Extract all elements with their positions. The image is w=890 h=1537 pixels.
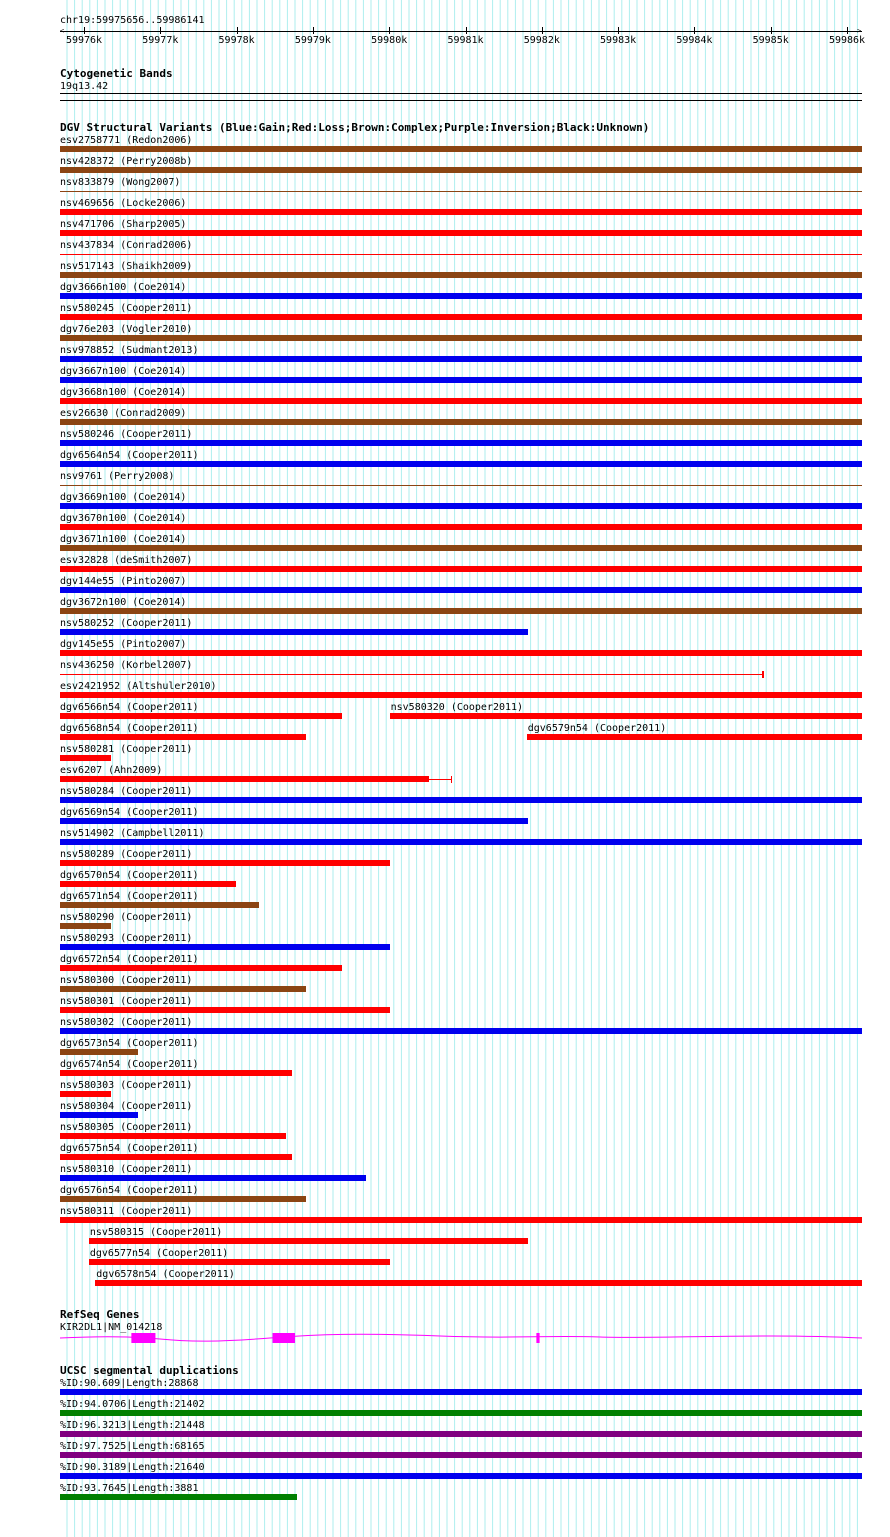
variant-label[interactable]: dgv6574n54 (Cooper2011) xyxy=(60,1059,199,1070)
variant-label[interactable]: dgv6564n54 (Cooper2011) xyxy=(60,450,199,461)
variant-label[interactable]: nsv9761 (Perry2008) xyxy=(60,471,175,482)
variant-label[interactable]: dgv6578n54 (Cooper2011) xyxy=(96,1269,235,1280)
ruler-tick xyxy=(466,27,467,34)
variant-label[interactable]: nsv469656 (Locke2006) xyxy=(60,198,187,209)
variant-label[interactable]: esv6207 (Ahn2009) xyxy=(60,765,163,776)
gene-exon xyxy=(273,1333,295,1343)
segdup-bar[interactable] xyxy=(60,1452,862,1458)
variant-label[interactable]: nsv580305 (Cooper2011) xyxy=(60,1122,193,1133)
variant-label[interactable]: dgv3671n100 (Coe2014) xyxy=(60,534,187,545)
ruler-tick xyxy=(694,27,695,34)
variant-bar[interactable] xyxy=(60,944,390,950)
variant-label[interactable]: esv2758771 (Redon2006) xyxy=(60,135,193,146)
variant-bar[interactable] xyxy=(60,377,862,383)
variant-label[interactable]: esv26630 (Conrad2009) xyxy=(60,408,187,419)
cytoband-label: 19q13.42 xyxy=(60,81,109,92)
variant-whisker-cap xyxy=(451,776,452,783)
ruler-tick xyxy=(542,27,543,34)
variant-bar[interactable] xyxy=(60,587,862,593)
segdup-label[interactable]: %ID:97.7525|Length:68165 xyxy=(60,1441,205,1452)
variant-bar[interactable] xyxy=(60,1154,292,1160)
variant-label[interactable]: dgv6579n54 (Cooper2011) xyxy=(527,723,667,734)
variant-label[interactable]: dgv145e55 (Pinto2007) xyxy=(60,639,187,650)
gene-exon xyxy=(536,1333,539,1343)
variant-label[interactable]: nsv580302 (Cooper2011) xyxy=(60,1017,193,1028)
variant-label[interactable]: nsv580293 (Cooper2011) xyxy=(60,933,193,944)
variant-label[interactable]: nsv580311 (Cooper2011) xyxy=(60,1206,193,1217)
segdup-label[interactable]: %ID:96.3213|Length:21448 xyxy=(60,1420,205,1431)
position-label: chr19:59975656..59986141 xyxy=(60,15,205,26)
variant-bar[interactable] xyxy=(60,1217,862,1223)
variant-bar[interactable] xyxy=(60,1049,138,1055)
variant-label[interactable]: nsv428372 (Perry2008b) xyxy=(60,156,193,167)
variant-label[interactable]: dgv6566n54 (Cooper2011) xyxy=(60,702,199,713)
refseq-track-title[interactable]: RefSeq Genes xyxy=(60,1308,140,1321)
variant-bar[interactable] xyxy=(60,485,862,486)
variant-bar[interactable] xyxy=(60,629,528,635)
variant-label[interactable]: dgv3670n100 (Coe2014) xyxy=(60,513,187,524)
variant-bar[interactable] xyxy=(60,986,306,992)
variant-bar[interactable] xyxy=(60,860,390,866)
variant-bar[interactable] xyxy=(60,650,862,656)
variant-label[interactable]: dgv3667n100 (Coe2014) xyxy=(60,366,187,377)
segdup-bar[interactable] xyxy=(60,1494,297,1500)
variant-bar[interactable] xyxy=(60,839,862,845)
variant-bar[interactable] xyxy=(60,674,762,675)
variant-label[interactable]: dgv6568n54 (Cooper2011) xyxy=(60,723,199,734)
variant-bar[interactable] xyxy=(60,797,862,803)
ruler-tick xyxy=(771,27,772,34)
variant-bar[interactable] xyxy=(60,440,862,446)
variant-label[interactable]: dgv144e55 (Pinto2007) xyxy=(60,576,187,587)
variant-bar[interactable] xyxy=(60,356,862,362)
variant-end-cap xyxy=(762,671,764,678)
segdup-bar[interactable] xyxy=(60,1410,862,1416)
variant-label[interactable]: nsv833879 (Wong2007) xyxy=(60,177,181,188)
segdup-bar[interactable] xyxy=(60,1473,862,1479)
ruler-tick-label: 59981k xyxy=(447,35,484,46)
cytoband-line xyxy=(60,100,862,101)
variant-label[interactable]: dgv3666n100 (Coe2014) xyxy=(60,282,187,293)
variant-label[interactable]: nsv580320 (Cooper2011) xyxy=(390,702,524,713)
ruler-tick-label: 59982k xyxy=(523,35,560,46)
segdup-label[interactable]: %ID:94.0706|Length:21402 xyxy=(60,1399,205,1410)
variant-label[interactable]: dgv76e203 (Vogler2010) xyxy=(60,324,193,335)
gene-exon xyxy=(131,1333,155,1343)
variant-bar[interactable] xyxy=(60,167,862,173)
variant-bar[interactable] xyxy=(60,146,862,152)
variant-label[interactable]: dgv6576n54 (Cooper2011) xyxy=(60,1185,199,1196)
variant-label[interactable]: dgv3668n100 (Coe2014) xyxy=(60,387,187,398)
variant-bar[interactable] xyxy=(60,713,342,719)
variant-label[interactable]: nsv580301 (Cooper2011) xyxy=(60,996,193,1007)
variant-label[interactable]: dgv6573n54 (Cooper2011) xyxy=(60,1038,199,1049)
variant-bar[interactable] xyxy=(60,293,862,299)
ruler-right-arrow: > xyxy=(857,27,862,35)
variant-bar[interactable] xyxy=(60,755,111,761)
variant-bar[interactable] xyxy=(60,1091,111,1097)
variant-bar[interactable] xyxy=(60,965,342,971)
variant-label[interactable]: nsv580310 (Cooper2011) xyxy=(60,1164,193,1175)
variant-label[interactable]: nsv580315 (Cooper2011) xyxy=(89,1227,223,1238)
variant-bar[interactable] xyxy=(60,209,862,215)
variant-bar[interactable] xyxy=(60,272,862,278)
variant-label[interactable]: dgv6572n54 (Cooper2011) xyxy=(60,954,199,965)
variant-label[interactable]: nsv580289 (Cooper2011) xyxy=(60,849,193,860)
variant-bar[interactable] xyxy=(60,419,862,425)
variant-label[interactable]: nsv580245 (Cooper2011) xyxy=(60,303,193,314)
variant-label[interactable]: nsv580303 (Cooper2011) xyxy=(60,1080,193,1091)
variant-bar[interactable] xyxy=(60,524,862,530)
variant-bar[interactable] xyxy=(60,566,862,572)
ruler-tick-label: 59978k xyxy=(218,35,255,46)
variant-bar[interactable] xyxy=(60,314,862,320)
variant-bar[interactable] xyxy=(390,713,862,719)
variant-label[interactable]: dgv6577n54 (Cooper2011) xyxy=(89,1248,229,1259)
ruler-tick-label: 59977k xyxy=(142,35,179,46)
base-position-ruler[interactable] xyxy=(0,0,890,50)
variant-label[interactable]: dgv6569n54 (Cooper2011) xyxy=(60,807,199,818)
variant-bar[interactable] xyxy=(60,191,862,192)
segdup-bar[interactable] xyxy=(60,1431,862,1437)
variant-bar[interactable] xyxy=(60,254,862,255)
variant-label[interactable]: nsv580300 (Cooper2011) xyxy=(60,975,193,986)
ruler-left-arrow: < xyxy=(60,27,65,35)
variant-label[interactable]: nsv436250 (Korbel2007) xyxy=(60,660,193,671)
ruler-tick-label: 59979k xyxy=(294,35,331,46)
variant-label[interactable]: dgv6571n54 (Cooper2011) xyxy=(60,891,199,902)
ruler-tick xyxy=(389,27,390,34)
segdup-label[interactable]: %ID:90.609|Length:28868 xyxy=(60,1378,199,1389)
ruler-tick-label: 59980k xyxy=(371,35,408,46)
variant-bar[interactable] xyxy=(60,923,111,929)
variant-bar[interactable] xyxy=(60,1070,292,1076)
ruler-tick-label: 59986k xyxy=(828,35,866,46)
variant-bar[interactable] xyxy=(60,230,862,236)
segdup-label[interactable]: %ID:90.3189|Length:21640 xyxy=(60,1462,205,1473)
variant-label[interactable]: dgv3672n100 (Coe2014) xyxy=(60,597,187,608)
ruler-tick xyxy=(618,27,619,34)
variant-bar[interactable] xyxy=(60,902,259,908)
cytoband-line xyxy=(60,93,862,94)
ruler-tick-label: 59976k xyxy=(65,35,103,46)
gene-model[interactable] xyxy=(60,1330,862,1346)
variant-label[interactable]: dgv6575n54 (Cooper2011) xyxy=(60,1143,199,1154)
variant-bar[interactable] xyxy=(60,1112,138,1118)
ruler-tick xyxy=(160,27,161,34)
variant-bar[interactable] xyxy=(60,1133,286,1139)
ruler-tick xyxy=(237,27,238,34)
variant-label[interactable]: nsv437834 (Conrad2006) xyxy=(60,240,193,251)
variant-bar[interactable] xyxy=(60,734,306,740)
ruler-tick xyxy=(847,27,848,34)
cytoband-track-title[interactable]: Cytogenetic Bands xyxy=(60,67,173,80)
variant-whisker xyxy=(429,779,451,780)
variant-label[interactable]: nsv580284 (Cooper2011) xyxy=(60,786,193,797)
ruler-tick-label: 59985k xyxy=(752,35,789,46)
variant-label[interactable]: nsv978852 (Sudmant2013) xyxy=(60,345,199,356)
variant-label[interactable]: nsv580304 (Cooper2011) xyxy=(60,1101,193,1112)
variant-bar[interactable] xyxy=(527,734,862,740)
gene-label[interactable]: KIR2DL1|NM_014218 xyxy=(60,1322,163,1333)
variant-bar[interactable] xyxy=(60,1175,366,1181)
variant-label[interactable]: dgv6570n54 (Cooper2011) xyxy=(60,870,199,881)
variant-bar[interactable] xyxy=(95,1280,862,1286)
variant-bar[interactable] xyxy=(60,881,236,887)
variant-label[interactable]: nsv471706 (Sharp2005) xyxy=(60,219,187,230)
variant-bar[interactable] xyxy=(60,1196,306,1202)
variant-bar[interactable] xyxy=(60,818,528,824)
ruler-axis xyxy=(60,31,862,32)
variant-bar[interactable] xyxy=(60,335,862,341)
variant-label[interactable]: dgv3669n100 (Coe2014) xyxy=(60,492,187,503)
segdup-bar[interactable] xyxy=(60,1389,862,1395)
variant-label[interactable]: nsv580246 (Cooper2011) xyxy=(60,429,193,440)
variant-label[interactable]: nsv580290 (Cooper2011) xyxy=(60,912,193,923)
variant-label[interactable]: nsv580281 (Cooper2011) xyxy=(60,744,193,755)
variant-label[interactable]: esv32828 (deSmith2007) xyxy=(60,555,193,566)
variant-bar[interactable] xyxy=(60,503,862,509)
segdup-track-title[interactable]: UCSC segmental duplications xyxy=(60,1364,239,1377)
segdup-label[interactable]: %ID:93.7645|Length:3881 xyxy=(60,1483,199,1494)
variant-bar[interactable] xyxy=(60,608,862,614)
variant-label[interactable]: nsv517143 (Shaikh2009) xyxy=(60,261,193,272)
variant-bar[interactable] xyxy=(60,398,862,404)
variant-label[interactable]: nsv580252 (Cooper2011) xyxy=(60,618,193,629)
variant-bar[interactable] xyxy=(60,461,862,467)
variant-bar[interactable] xyxy=(89,1238,528,1244)
variant-bar[interactable] xyxy=(89,1259,391,1265)
gene-intron-line xyxy=(60,1334,862,1341)
ruler-tick-label: 59983k xyxy=(600,35,637,46)
ruler-tick-label: 59984k xyxy=(676,35,713,46)
variant-bar[interactable] xyxy=(60,1007,390,1013)
ruler-tick xyxy=(313,27,314,34)
variant-label[interactable]: esv2421952 (Altshuler2010) xyxy=(60,681,217,692)
variant-bar[interactable] xyxy=(60,776,429,782)
ruler-tick xyxy=(84,27,85,34)
variant-bar[interactable] xyxy=(60,1028,862,1034)
variant-bar[interactable] xyxy=(60,692,862,698)
variant-label[interactable]: nsv514902 (Campbell2011) xyxy=(60,828,205,839)
variant-bar[interactable] xyxy=(60,545,862,551)
dgv-track-title[interactable]: DGV Structural Variants (Blue:Gain;Red:Loss;Brown:Complex;Purple:Inversion;Black:Unknown) xyxy=(60,121,650,134)
